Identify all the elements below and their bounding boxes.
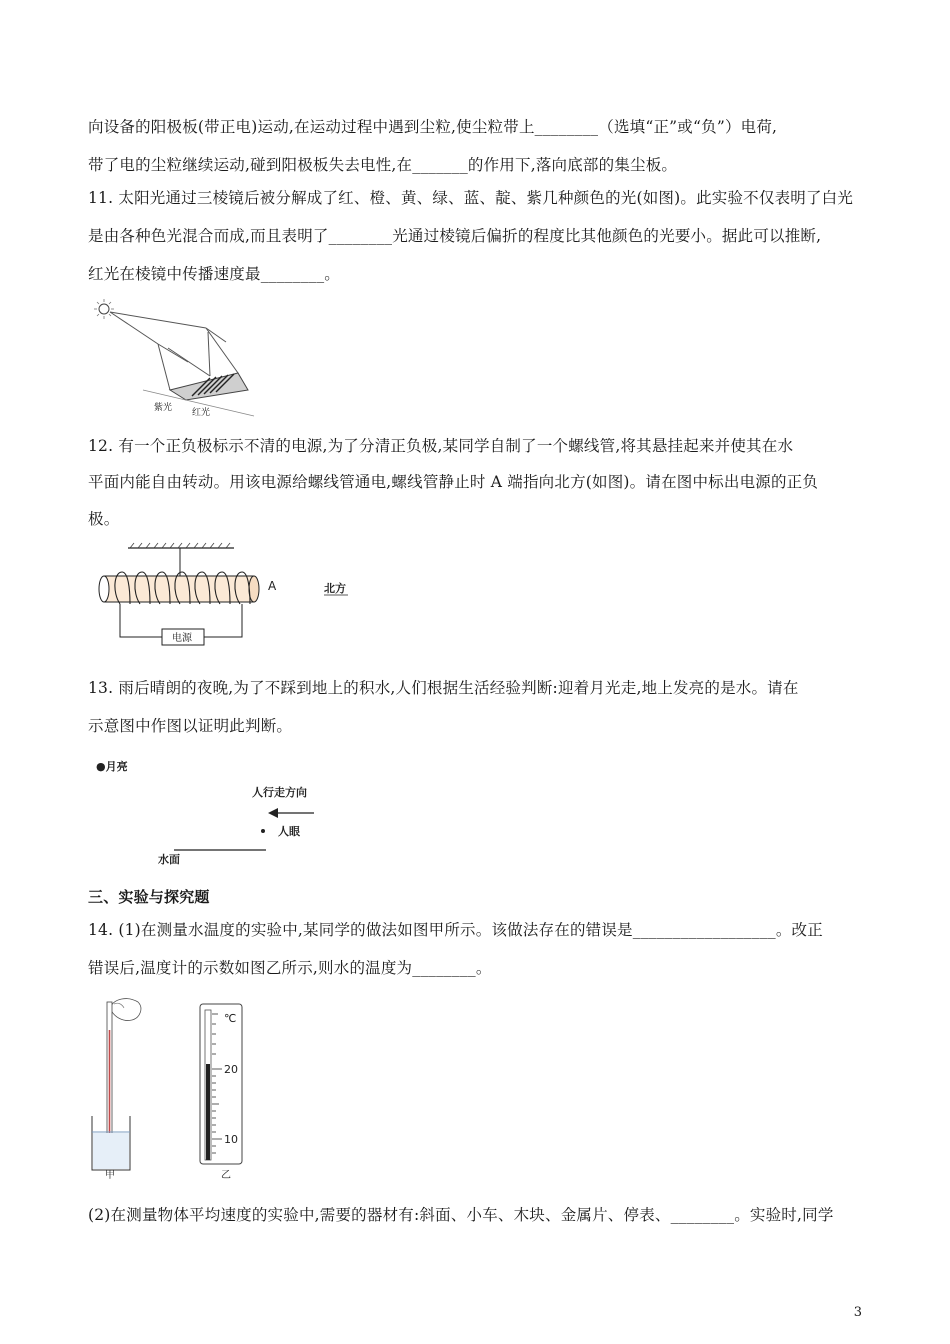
eye-label: 人眼 xyxy=(278,825,300,838)
purple-light-label: 紫光 xyxy=(154,403,173,413)
text-line: 向设备的阳极板(带正电)运动,在运动过程中遇到尘粒,使尘粒带上________（选填“正”或“负”）电荷, xyxy=(88,118,778,136)
red-light-label: 红光 xyxy=(192,408,211,418)
text-line: 是由各种色光混合而成,而且表明了________光通过棱镜后偏折的程度比其他颜色的光要小。据此可以推断, xyxy=(88,227,822,245)
hand-icon xyxy=(110,999,141,1021)
caption-yi: 乙 xyxy=(221,1170,231,1181)
section-heading: 三、实验与探究题 xyxy=(88,888,210,906)
sun-icon xyxy=(94,299,114,319)
text-line: 平面内能自由转动。用该电源给螺线管通电,螺线管静止时 A 端指向北方(如图)。请在图中标出电源的正负 xyxy=(88,473,819,491)
question-11: 11. 太阳光通过三棱镜后被分解成了红、橙、黄、绿、蓝、靛、紫几种颜色的光(如图)。此实验不仅表明了白光 xyxy=(88,189,854,207)
text-line: 错误后,温度计的示数如图乙所示,则水的温度为________。 xyxy=(88,959,492,977)
question-12: 12. 有一个正负极标示不清的电源,为了分清正负极,某同学自制了一个螺线管,将其悬挂起来并使其在水 xyxy=(88,437,794,455)
text-line: 红光在棱镜中传播速度最________。 xyxy=(88,265,341,283)
end-a-label: A xyxy=(268,579,277,593)
moon-figure xyxy=(92,756,332,868)
moon-label: ●月亮 xyxy=(96,760,128,773)
text-line: 示意图中作图以证明此判断。 xyxy=(88,717,293,735)
prism-figure xyxy=(88,298,258,418)
thermometer-figure xyxy=(88,994,268,1184)
eye-dot xyxy=(261,829,265,833)
text-line: 带了电的尘粒继续运动,碰到阳极板失去电性,在_______的作用下,落向底部的集尘板。 xyxy=(88,156,678,174)
caption-jia: 甲 xyxy=(105,1170,115,1181)
tick-20: 20 xyxy=(224,1063,238,1076)
text-line: 极。 xyxy=(88,510,120,528)
page-number: 3 xyxy=(853,1305,862,1320)
question-14: 14. (1)在测量水温度的实验中,某同学的做法如图甲所示。该做法存在的错误是__________________。改正 xyxy=(88,921,823,939)
walking-direction-label: 人行走方向 xyxy=(252,786,307,799)
tick-10: 10 xyxy=(224,1133,238,1146)
arrow-left-icon xyxy=(268,808,314,818)
celsius-unit: ℃ xyxy=(224,1012,237,1025)
north-label: 北方 xyxy=(324,582,346,595)
water-surface-label: 水面 xyxy=(158,853,180,866)
question-13: 13. 雨后晴朗的夜晚,为了不踩到地上的积水,人们根据生活经验判断:迎着月光走,地上发亮的是水。请在 xyxy=(88,679,799,697)
question-14-part-2: (2)在测量物体平均速度的实验中,需要的器材有:斜面、小车、木块、金属片、停表、________。实验时,同学 xyxy=(88,1206,834,1224)
power-source-label: 电源 xyxy=(172,633,192,644)
solenoid-figure xyxy=(92,540,362,650)
